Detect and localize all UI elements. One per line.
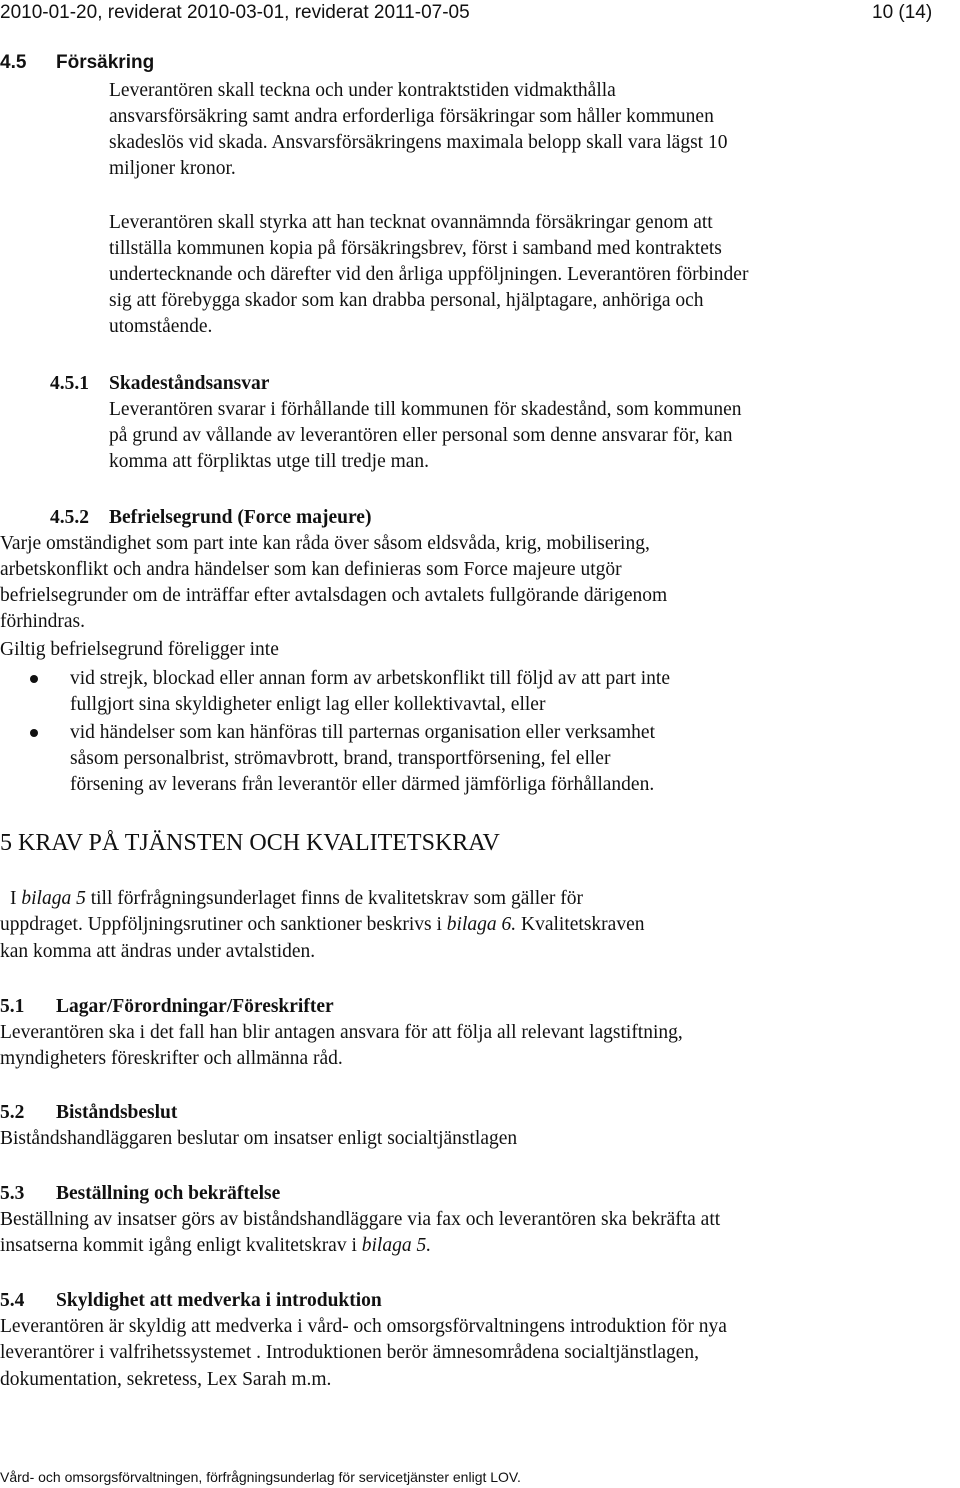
bullet-line: försening av leverans från leverantör eller därmed jämförliga förhållanden. (70, 774, 655, 795)
paragraph-line: utomstående. (109, 316, 213, 337)
paragraph-line: sig att förebygga skador som kan drabba personal, hjälptagare, anhöriga och (109, 290, 704, 311)
section-4-5-2-number: 4.5.2 (50, 507, 89, 528)
paragraph-line: miljoner kronor. (109, 158, 236, 179)
paragraph-line: skadeslös vid skada. Ansvarsförsäkringens maximala belopp skall vara lägst 10 (109, 132, 728, 153)
section-5-4-number: 5.4 (0, 1290, 25, 1311)
section-4-5-number: 4.5 (0, 52, 27, 73)
paragraph-line: myndigheters föreskrifter och allmänna råd. (0, 1048, 343, 1069)
section-4-5-2-title: Befrielsegrund (Force majeure) (109, 507, 372, 528)
paragraph-line: Leverantören skall styrka att han tecknat ovannämnda försäkringar genom att (109, 212, 713, 233)
bullet-icon (30, 729, 38, 737)
text-run: I (10, 888, 22, 909)
page-number: 10 (14) (872, 2, 933, 23)
bullet-line: fullgjort sina skyldigheter enligt lag eller kollektivavtal, eller (70, 694, 546, 715)
paragraph-line: på grund av vållande av leverantören eller personal som denne ansvarar för, kan (109, 425, 733, 446)
paragraph-line: Beställning av insatser görs av biståndshandläggare via fax och leverantören ska bekräfta att (0, 1209, 721, 1230)
paragraph-line: Leverantören skall teckna och under kontraktstiden vidmakthålla (109, 80, 616, 101)
paragraph-line: Leverantören ska i det fall han blir antagen ansvara för att följa all relevant lagstiftning, (0, 1022, 683, 1043)
paragraph-line (0, 1233, 431, 1259)
section-4-5-1-number: 4.5.1 (50, 373, 89, 394)
paragraph-line: Giltig befrielsegrund föreligger inte (0, 639, 279, 660)
text-run: uppdraget. Uppföljningsrutiner och sanktioner beskrivs i (0, 914, 447, 935)
paragraph-line: Varje omständighet som part inte kan råda över såsom eldsvåda, krig, mobilisering, (0, 533, 650, 554)
paragraph-line: arbetskonflikt och andra händelser som kan definieras som Force majeure utgör (0, 559, 622, 580)
intro-line-3: kan komma att ändras under avtalstiden. (0, 941, 316, 962)
paragraph-line: komma att förpliktas utge till tredje man. (109, 451, 430, 472)
paragraph-line: tillställa kommunen kopia på försäkringsbrev, först i samband med kontraktets (109, 238, 722, 259)
section-4-5-1-title: Skadeståndsansvar (109, 373, 270, 394)
bilaga-6-reference: bilaga 6. (446, 914, 517, 935)
paragraph-line: Leverantören svarar i förhållande till kommunen för skadestånd, som kommunen (109, 399, 742, 420)
chapter-5-heading: 5 KRAV PÅ TJÄNSTEN OCH KVALITETSKRAV (0, 830, 500, 856)
bullet-line: vid händelser som kan hänföras till parternas organisation eller verksamhet (70, 722, 655, 743)
section-5-1-number: 5.1 (0, 996, 25, 1017)
bullet-line: såsom personalbrist, strömavbrott, brand, transportförsening, fel eller (70, 748, 611, 769)
intro-line-2 (0, 912, 644, 938)
paragraph-line: förhindras. (0, 611, 86, 632)
text-run: Kvalitetskraven (516, 914, 645, 935)
page-footer: Vård- och omsorgsförvaltningen, förfrågningsunderlag för servicetjänster enligt LOV. (0, 1469, 521, 1485)
section-4-5-title: Försäkring (56, 52, 155, 73)
paragraph-line: dokumentation, sekretess, Lex Sarah m.m. (0, 1369, 332, 1390)
paragraph-line: leverantörer i valfrihetssystemet . Introduktionen berör ämnesområdena socialtjänstlagen, (0, 1342, 700, 1363)
paragraph-line: Biståndshandläggaren beslutar om insatser enligt socialtjänstlagen (0, 1128, 518, 1149)
section-5-2-number: 5.2 (0, 1102, 25, 1123)
paragraph-line: befrielsegrunder om de inträffar efter avtalsdagen och avtalets fullgörande därigenom (0, 585, 668, 606)
text-run: insatserna kommit igång enligt kvalitetskrav i (0, 1235, 362, 1256)
section-5-3-number: 5.3 (0, 1183, 25, 1204)
paragraph-line: undertecknande och därefter vid den årliga uppföljningen. Leverantören förbinder (109, 264, 749, 285)
revision-dates: 2010-01-20, reviderat 2010-03-01, reviderat 2011-07-05 (0, 2, 470, 23)
section-5-4-title: Skyldighet att medverka i introduktion (56, 1290, 382, 1311)
section-5-1-title: Lagar/Förordningar/Föreskrifter (56, 996, 334, 1017)
intro-line-1 (10, 886, 583, 912)
bilaga-5-reference: bilaga 5. (361, 1235, 432, 1256)
bullet-line: vid strejk, blockad eller annan form av arbetskonflikt till följd av att part inte (70, 668, 670, 689)
text-run: till förfrågningsunderlaget finns de kvalitetskrav som gäller för (85, 888, 583, 909)
paragraph-line: ansvarsförsäkring samt andra erforderliga försäkringar som håller kommunen (109, 106, 714, 127)
section-5-3-title: Beställning och bekräftelse (56, 1183, 281, 1204)
paragraph-line: Leverantören är skyldig att medverka i vård- och omsorgsförvaltningens introduktion för nya (0, 1316, 727, 1337)
bullet-icon (30, 675, 38, 683)
section-5-2-title: Biståndsbeslut (56, 1102, 178, 1123)
bilaga-5-reference: bilaga 5 (21, 888, 86, 909)
